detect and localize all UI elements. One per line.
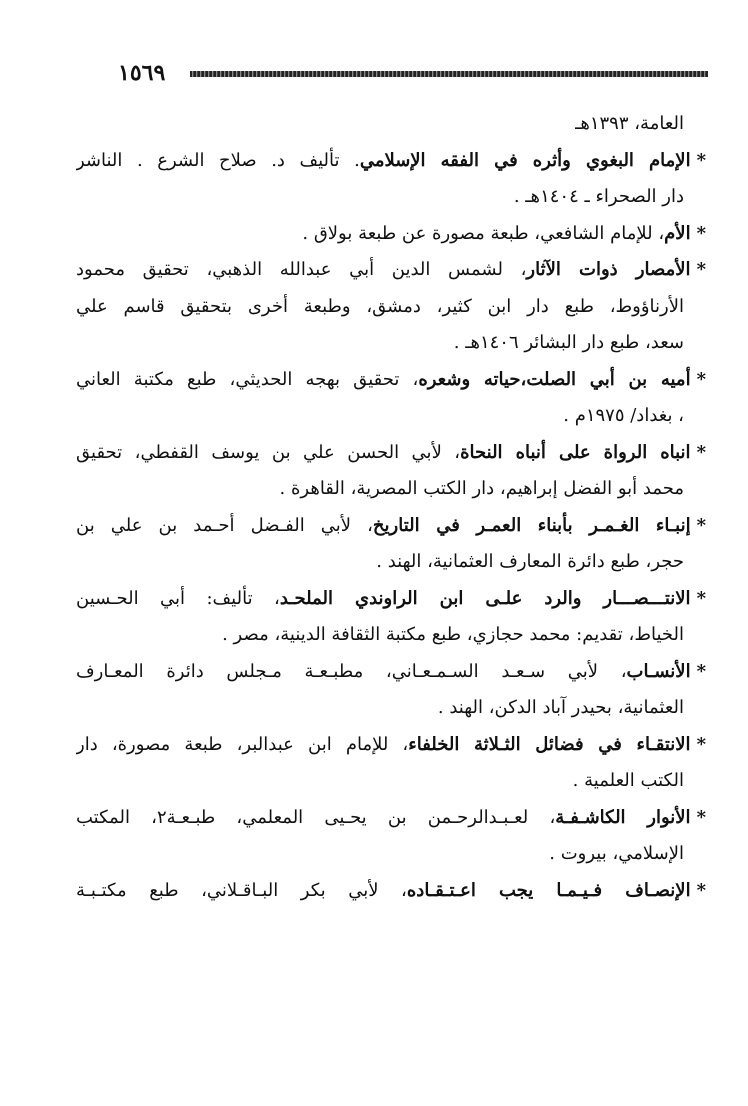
bibliography-entry-start bbox=[76, 362, 706, 399]
bibliography-entry-start bbox=[76, 508, 706, 545]
entry-title: الأنسـاب bbox=[626, 660, 691, 682]
entry-title: الإمام البغوي وأثره في الفقه الإسلامي bbox=[359, 149, 691, 171]
entry-bullet: * bbox=[696, 514, 706, 536]
entry-text: ، تأليف: أبي الحـسين bbox=[76, 587, 280, 609]
entry-text: ، للإمام ابن عبدالبر، طبعة مصورة، دار bbox=[76, 733, 409, 755]
entry-text: الخياط، تقديم: محمد حجازي، طبع مكتبة الثقافة الدينية، مصر . bbox=[222, 624, 684, 645]
bibliography-entry-continuation bbox=[76, 325, 706, 362]
bibliography-entry-continuation bbox=[76, 398, 706, 435]
entry-bullet: * bbox=[696, 587, 706, 609]
entry-title: الإنصـاف فـيـمـا يجب اعـتـقـاده bbox=[406, 879, 691, 901]
bibliography-entry-start bbox=[76, 800, 706, 837]
entry-bullet: * bbox=[696, 368, 706, 390]
bibliography-entry-continuation bbox=[76, 179, 706, 216]
entry-text: ، لعـبـدالرحـمن بن يحـيى المعلمي، طبـعـة٢، المكتب bbox=[76, 806, 556, 828]
entry-text: محمد أبو الفضل إبراهيم، دار الكتب المصرية، القاهرة . bbox=[279, 478, 684, 499]
bibliography-entry-start bbox=[76, 435, 706, 472]
header-rule bbox=[190, 71, 708, 77]
entry-bullet: * bbox=[696, 733, 706, 755]
entry-text: الكتب العلمية . bbox=[572, 770, 684, 791]
entry-text: الأرناؤوط، طبع دار ابن كثير، دمشق، وطبعة أخرى بتحقيق قاسم علي bbox=[76, 295, 684, 317]
entry-bullet: * bbox=[696, 879, 706, 901]
bibliography-entry-continuation bbox=[76, 690, 706, 727]
bibliography-entry-continuation bbox=[76, 289, 706, 326]
entry-title: الانتـــصـــار والرد علـى ابن الراوندي الملحـد bbox=[279, 587, 691, 609]
bibliography-entry-start bbox=[76, 216, 706, 253]
entry-title: أميه بن أبي الصلت،حياته وشعره bbox=[418, 368, 691, 390]
bibliography-entry-continuation bbox=[76, 836, 706, 873]
bibliography-entry-continuation bbox=[76, 763, 706, 800]
entry-title: إنبـاء الغـمـر بأبناء العمـر في التاريخ bbox=[372, 514, 691, 536]
entry-bullet: * bbox=[696, 441, 706, 463]
bibliography-entry-continuation bbox=[76, 471, 706, 508]
entry-text: . تأليف د. صلاح الشرع . الناشر bbox=[76, 149, 360, 171]
entry-text: الإسلامي، بيروت . bbox=[549, 843, 684, 864]
entry-bullet: * bbox=[696, 660, 706, 682]
bibliography-entry-continuation bbox=[76, 106, 706, 143]
bibliography-entry-start bbox=[76, 727, 706, 764]
entry-bullet: * bbox=[696, 222, 706, 244]
entry-text: دار الصحراء ـ ١٤٠٤هـ . bbox=[513, 186, 684, 207]
entry-text: سعد، طبع دار البشائر ١٤٠٦هـ . bbox=[453, 332, 684, 353]
entry-text: ، للإمام الشافعي، طبعة مصورة عن طبعة بولاق . bbox=[302, 222, 665, 244]
entry-text: ، تحقيق بهجه الحديثي، طبع مكتبة العاني bbox=[76, 368, 419, 390]
entry-title: انباه الرواة على أنباه النحاة bbox=[460, 441, 691, 463]
entry-text: ، بغداد/ ١٩٧٥م . bbox=[563, 405, 684, 426]
bibliography-entry-start bbox=[76, 654, 706, 691]
bibliography-entry-continuation bbox=[76, 617, 706, 654]
bibliography-entry-continuation bbox=[76, 544, 706, 581]
bibliography-entry-start bbox=[76, 873, 706, 910]
page-header bbox=[118, 58, 708, 88]
bibliography-entry-start bbox=[76, 581, 706, 618]
bibliography-entry-start bbox=[76, 143, 706, 180]
entry-bullet: * bbox=[696, 259, 706, 280]
entry-title: الأنوار الكاشـفـة bbox=[555, 806, 691, 828]
entry-bullet: * bbox=[696, 149, 706, 171]
bibliography-list bbox=[76, 106, 706, 909]
page-number: ١٥٦٩ bbox=[118, 60, 166, 86]
entry-title: الانتقـاء في فضائل الثـلاثة الخلفاء bbox=[408, 733, 691, 755]
entry-text: العثمانية، بحيدر آباد الدكن، الهند . bbox=[437, 697, 684, 718]
entry-text: حجر، طبع دائرة المعارف العثمانية، الهند . bbox=[376, 551, 684, 572]
entry-text: العامة، ١٣٩٣هـ bbox=[575, 113, 684, 134]
entry-text: ، لشمس الدين أبي عبدالله الذهبي، تحقيق محمود bbox=[76, 259, 527, 280]
bibliography-entry-start bbox=[76, 252, 706, 289]
entry-text: ، لأبي الفـضل أحـمد بن علي بن bbox=[76, 514, 373, 536]
entry-text: ، لأبي بكر البـاقـلاني، طبع مكتـبـة bbox=[76, 879, 407, 901]
entry-title: الأمصار ذوات الآثار bbox=[526, 259, 691, 280]
entry-title: الأم bbox=[664, 222, 691, 244]
entry-text: ، لأبي سـعـد السـمـعـاني، مطبـعـة مـجلس دائرة المعـارف bbox=[76, 660, 627, 682]
entry-bullet: * bbox=[696, 806, 706, 828]
entry-text: ، لأبي الحسن علي بن يوسف القفطي، تحقيق bbox=[76, 441, 461, 463]
